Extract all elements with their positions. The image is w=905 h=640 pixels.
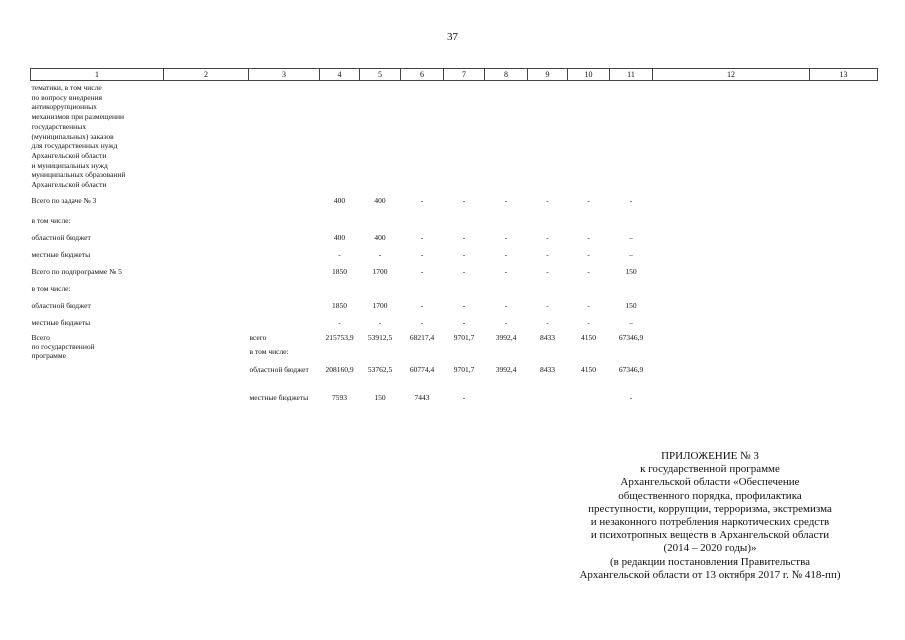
row-value: -: [462, 266, 466, 276]
total-label: [31, 331, 164, 415]
row-value: -: [587, 196, 590, 206]
row-source: [249, 229, 320, 246]
appendix-title: ПРИЛОЖЕНИЕ № 3: [661, 450, 759, 462]
row-value: -: [462, 300, 466, 310]
empty-cell: [164, 212, 249, 229]
total-value: [360, 345, 401, 363]
table-row: [31, 246, 878, 263]
continuation-line: Архангельской области: [31, 180, 107, 190]
empty-cell: [810, 190, 878, 212]
row-value: -: [338, 249, 341, 259]
row-label: Всего по задаче № 3: [31, 196, 97, 206]
empty-cell: [810, 391, 878, 415]
total-value: 215753,9: [325, 332, 354, 342]
total-value: [485, 345, 528, 363]
total-value: 7443: [414, 392, 430, 402]
row-value: [444, 212, 485, 229]
row-value: -: [462, 232, 466, 242]
table-row: [31, 280, 878, 297]
row-value: -: [587, 266, 590, 276]
empty-cell: [653, 345, 810, 363]
row-value: 400: [333, 196, 346, 206]
row-value: -: [378, 317, 382, 327]
total-value: [401, 345, 444, 363]
continuation-line: Архангельской области: [31, 150, 107, 160]
row-label: областной бюджет: [31, 300, 91, 310]
row-value: 1850: [332, 300, 347, 310]
row-value: [320, 280, 360, 297]
empty-cell: [164, 314, 249, 331]
row-value: -: [504, 266, 508, 276]
appendix-note: [540, 450, 880, 582]
column-number: 3: [249, 69, 320, 81]
total-value: 60774,4: [409, 364, 435, 374]
row-value: [528, 212, 568, 229]
appendix-line: общественного порядка, профилактика: [618, 489, 802, 502]
row-label: областной бюджет: [31, 232, 91, 242]
row-value: 1700: [372, 266, 388, 276]
row-value: [568, 280, 610, 297]
appendix-line: (2014 – 2020 годы)»: [663, 542, 757, 555]
empty-cell: [320, 81, 360, 190]
row-value: [360, 212, 401, 229]
total-value: -: [462, 392, 466, 402]
empty-cell: [164, 263, 249, 280]
row-source: [249, 263, 320, 280]
empty-cell: [653, 280, 810, 297]
row-value: -: [462, 196, 466, 206]
row-value: [568, 212, 610, 229]
row-value: -: [546, 317, 549, 327]
row-value: -: [504, 317, 508, 327]
empty-cell: [810, 212, 878, 229]
total-value: 7593: [332, 392, 347, 402]
row-value: -: [338, 317, 341, 327]
column-number: 9: [528, 69, 568, 81]
total-value: [528, 391, 568, 415]
appendix-line: (в редакции постановления Правительства: [609, 555, 811, 568]
row-value: [401, 212, 444, 229]
row-value: -: [504, 232, 508, 242]
total-value: 4150: [581, 332, 596, 342]
column-number: 4: [320, 69, 360, 81]
row-value: -: [504, 196, 508, 206]
table-row: [31, 212, 878, 229]
empty-cell: [249, 81, 320, 190]
row-value: –: [629, 249, 633, 259]
column-number: 12: [653, 69, 810, 81]
empty-cell: [568, 81, 610, 190]
row-label: в том числе:: [31, 283, 71, 293]
column-number: 8: [485, 69, 528, 81]
continuation-line: муниципальных образований: [31, 170, 126, 180]
continuation-line: механизмов при размещении: [31, 112, 125, 122]
empty-cell: [653, 263, 810, 280]
total-label-line: программе: [31, 350, 66, 360]
total-value: 67346,9: [618, 364, 644, 374]
appendix-line: Архангельской области «Обеспечение: [620, 476, 800, 489]
continuation-line: государственных: [31, 121, 86, 131]
row-value: -: [462, 249, 466, 259]
column-number: 13: [810, 69, 878, 81]
row-label: в том числе:: [31, 215, 71, 225]
appendix-line: преступности, коррупции, терроризма, экстремизма: [588, 502, 832, 515]
empty-cell: [653, 331, 810, 345]
row-value: [485, 280, 528, 297]
total-value: [320, 345, 360, 363]
column-number: 6: [401, 69, 444, 81]
row-value: [320, 212, 360, 229]
row-value: 1700: [372, 300, 388, 310]
row-label: Всего по подпрограмме № 5: [31, 266, 122, 276]
empty-cell: [653, 363, 810, 391]
empty-cell: [164, 246, 249, 263]
total-value: 8433: [540, 332, 555, 342]
row-value: -: [546, 249, 549, 259]
column-number: 2: [164, 69, 249, 81]
row-value: 1850: [332, 266, 347, 276]
row-value: -: [587, 249, 590, 259]
total-value: [528, 345, 568, 363]
row-label: местные бюджеты: [31, 317, 91, 327]
empty-cell: [528, 81, 568, 190]
table-row: [31, 314, 878, 331]
empty-cell: [653, 190, 810, 212]
empty-cell: [164, 280, 249, 297]
table-row: [31, 190, 878, 212]
row-value: 150: [625, 266, 637, 276]
empty-cell: [444, 81, 485, 190]
row-value: -: [462, 317, 466, 327]
empty-cell: [164, 297, 249, 314]
row-value: [360, 280, 401, 297]
continuation-cell: [31, 81, 164, 190]
empty-cell: [653, 212, 810, 229]
row-value: –: [629, 232, 633, 242]
row-source: [249, 246, 320, 263]
total-value: [610, 345, 653, 363]
total-row: [31, 331, 878, 345]
row-value: [610, 212, 653, 229]
row-value: -: [587, 232, 590, 242]
row-value: 400: [333, 232, 346, 242]
empty-cell: [810, 363, 878, 391]
empty-cell: [164, 331, 249, 415]
row-value: -: [546, 232, 549, 242]
column-number: 5: [360, 69, 401, 81]
row-value: -: [378, 249, 382, 259]
empty-cell: [653, 297, 810, 314]
empty-cell: [810, 246, 878, 263]
row-value: 400: [374, 232, 386, 242]
row-source: [249, 190, 320, 212]
total-value: 208160,9: [325, 364, 354, 374]
empty-cell: [164, 229, 249, 246]
column-number: 7: [444, 69, 485, 81]
page-number: 37: [447, 31, 458, 43]
continuation-line: по вопросу внедрения: [31, 92, 103, 102]
row-value: [485, 212, 528, 229]
empty-cell: [810, 263, 878, 280]
row-value: -: [587, 317, 590, 327]
continuation-line: антикоррупционных: [31, 102, 97, 112]
total-value: 4150: [581, 364, 596, 374]
total-value: [568, 345, 610, 363]
row-value: -: [546, 196, 549, 206]
row-source: [249, 297, 320, 314]
empty-cell: [360, 81, 401, 190]
total-value: 53762,5: [367, 364, 393, 374]
empty-cell: [653, 229, 810, 246]
empty-cell: [810, 345, 878, 363]
empty-cell: [810, 81, 878, 190]
budget-table: [30, 68, 878, 415]
row-value: -: [420, 232, 424, 242]
empty-cell: [810, 297, 878, 314]
empty-cell: [610, 81, 653, 190]
empty-cell: [401, 81, 444, 190]
total-source: всего: [249, 332, 267, 342]
total-source: областной бюджет: [249, 364, 309, 374]
row-value: -: [587, 300, 590, 310]
row-source: [249, 212, 320, 229]
row-value: 150: [625, 300, 637, 310]
row-value: -: [629, 196, 633, 206]
total-label-line: Всего: [31, 332, 50, 342]
table-row: [31, 297, 878, 314]
row-value: [401, 280, 444, 297]
total-value: 53912,5: [367, 332, 393, 342]
empty-cell: [810, 229, 878, 246]
table-row: [31, 263, 878, 280]
empty-cell: [485, 81, 528, 190]
row-source: [249, 280, 320, 297]
row-source: [249, 314, 320, 331]
row-value: [610, 280, 653, 297]
row-value: [528, 280, 568, 297]
column-number: 11: [610, 69, 653, 81]
total-value: 3992,4: [495, 364, 517, 374]
column-number: 10: [568, 69, 610, 81]
row-value: -: [420, 196, 424, 206]
appendix-line: Архангельской области от 13 октября 2017 г. № 418-пп): [579, 568, 841, 581]
row-value: -: [420, 300, 424, 310]
row-value: –: [629, 317, 633, 327]
row-value: 400: [374, 196, 386, 206]
empty-cell: [653, 246, 810, 263]
empty-cell: [653, 314, 810, 331]
continuation-line: и муниципальных нужд: [31, 160, 108, 170]
empty-cell: [810, 331, 878, 345]
column-number: 1: [31, 69, 164, 81]
total-value: [485, 391, 528, 415]
row-value: -: [546, 300, 549, 310]
continuation-row: [31, 81, 878, 190]
total-value: 9701,7: [453, 364, 475, 374]
row-value: -: [420, 266, 424, 276]
appendix-line: и незаконного потребления наркотических средств: [590, 516, 830, 529]
empty-cell: [653, 391, 810, 415]
total-value: 8433: [540, 364, 555, 374]
empty-cell: [164, 190, 249, 212]
row-value: -: [546, 266, 549, 276]
row-value: -: [504, 249, 508, 259]
empty-cell: [810, 314, 878, 331]
total-value: -: [629, 392, 633, 402]
empty-cell: [653, 81, 810, 190]
row-value: [444, 280, 485, 297]
row-value: -: [504, 300, 508, 310]
table-row: [31, 229, 878, 246]
total-label-line: по государственной: [31, 341, 95, 351]
total-value: 68217,4: [409, 332, 435, 342]
column-number-row: [31, 69, 878, 81]
total-value: 9701,7: [453, 332, 475, 342]
continuation-line: тематики, в том числе: [31, 83, 102, 92]
total-value: 67346,9: [618, 332, 644, 342]
appendix-line: и психотропных веществ в Архангельской области: [590, 529, 830, 542]
total-value: [568, 391, 610, 415]
empty-cell: [164, 81, 249, 190]
row-label: местные бюджеты: [31, 249, 91, 259]
row-value: -: [420, 249, 424, 259]
table-body: [31, 81, 878, 415]
appendix-line: к государственной программе: [640, 463, 780, 476]
total-value: 150: [374, 392, 386, 402]
total-source: местные бюджеты: [249, 392, 309, 402]
continuation-line: (муниципальных) заказов: [31, 131, 114, 141]
continuation-line: для государственных нужд: [31, 141, 118, 151]
total-value: [444, 345, 485, 363]
total-source: в том числе:: [249, 346, 289, 356]
total-value: 3992,4: [495, 332, 517, 342]
empty-cell: [810, 280, 878, 297]
row-value: -: [420, 317, 424, 327]
